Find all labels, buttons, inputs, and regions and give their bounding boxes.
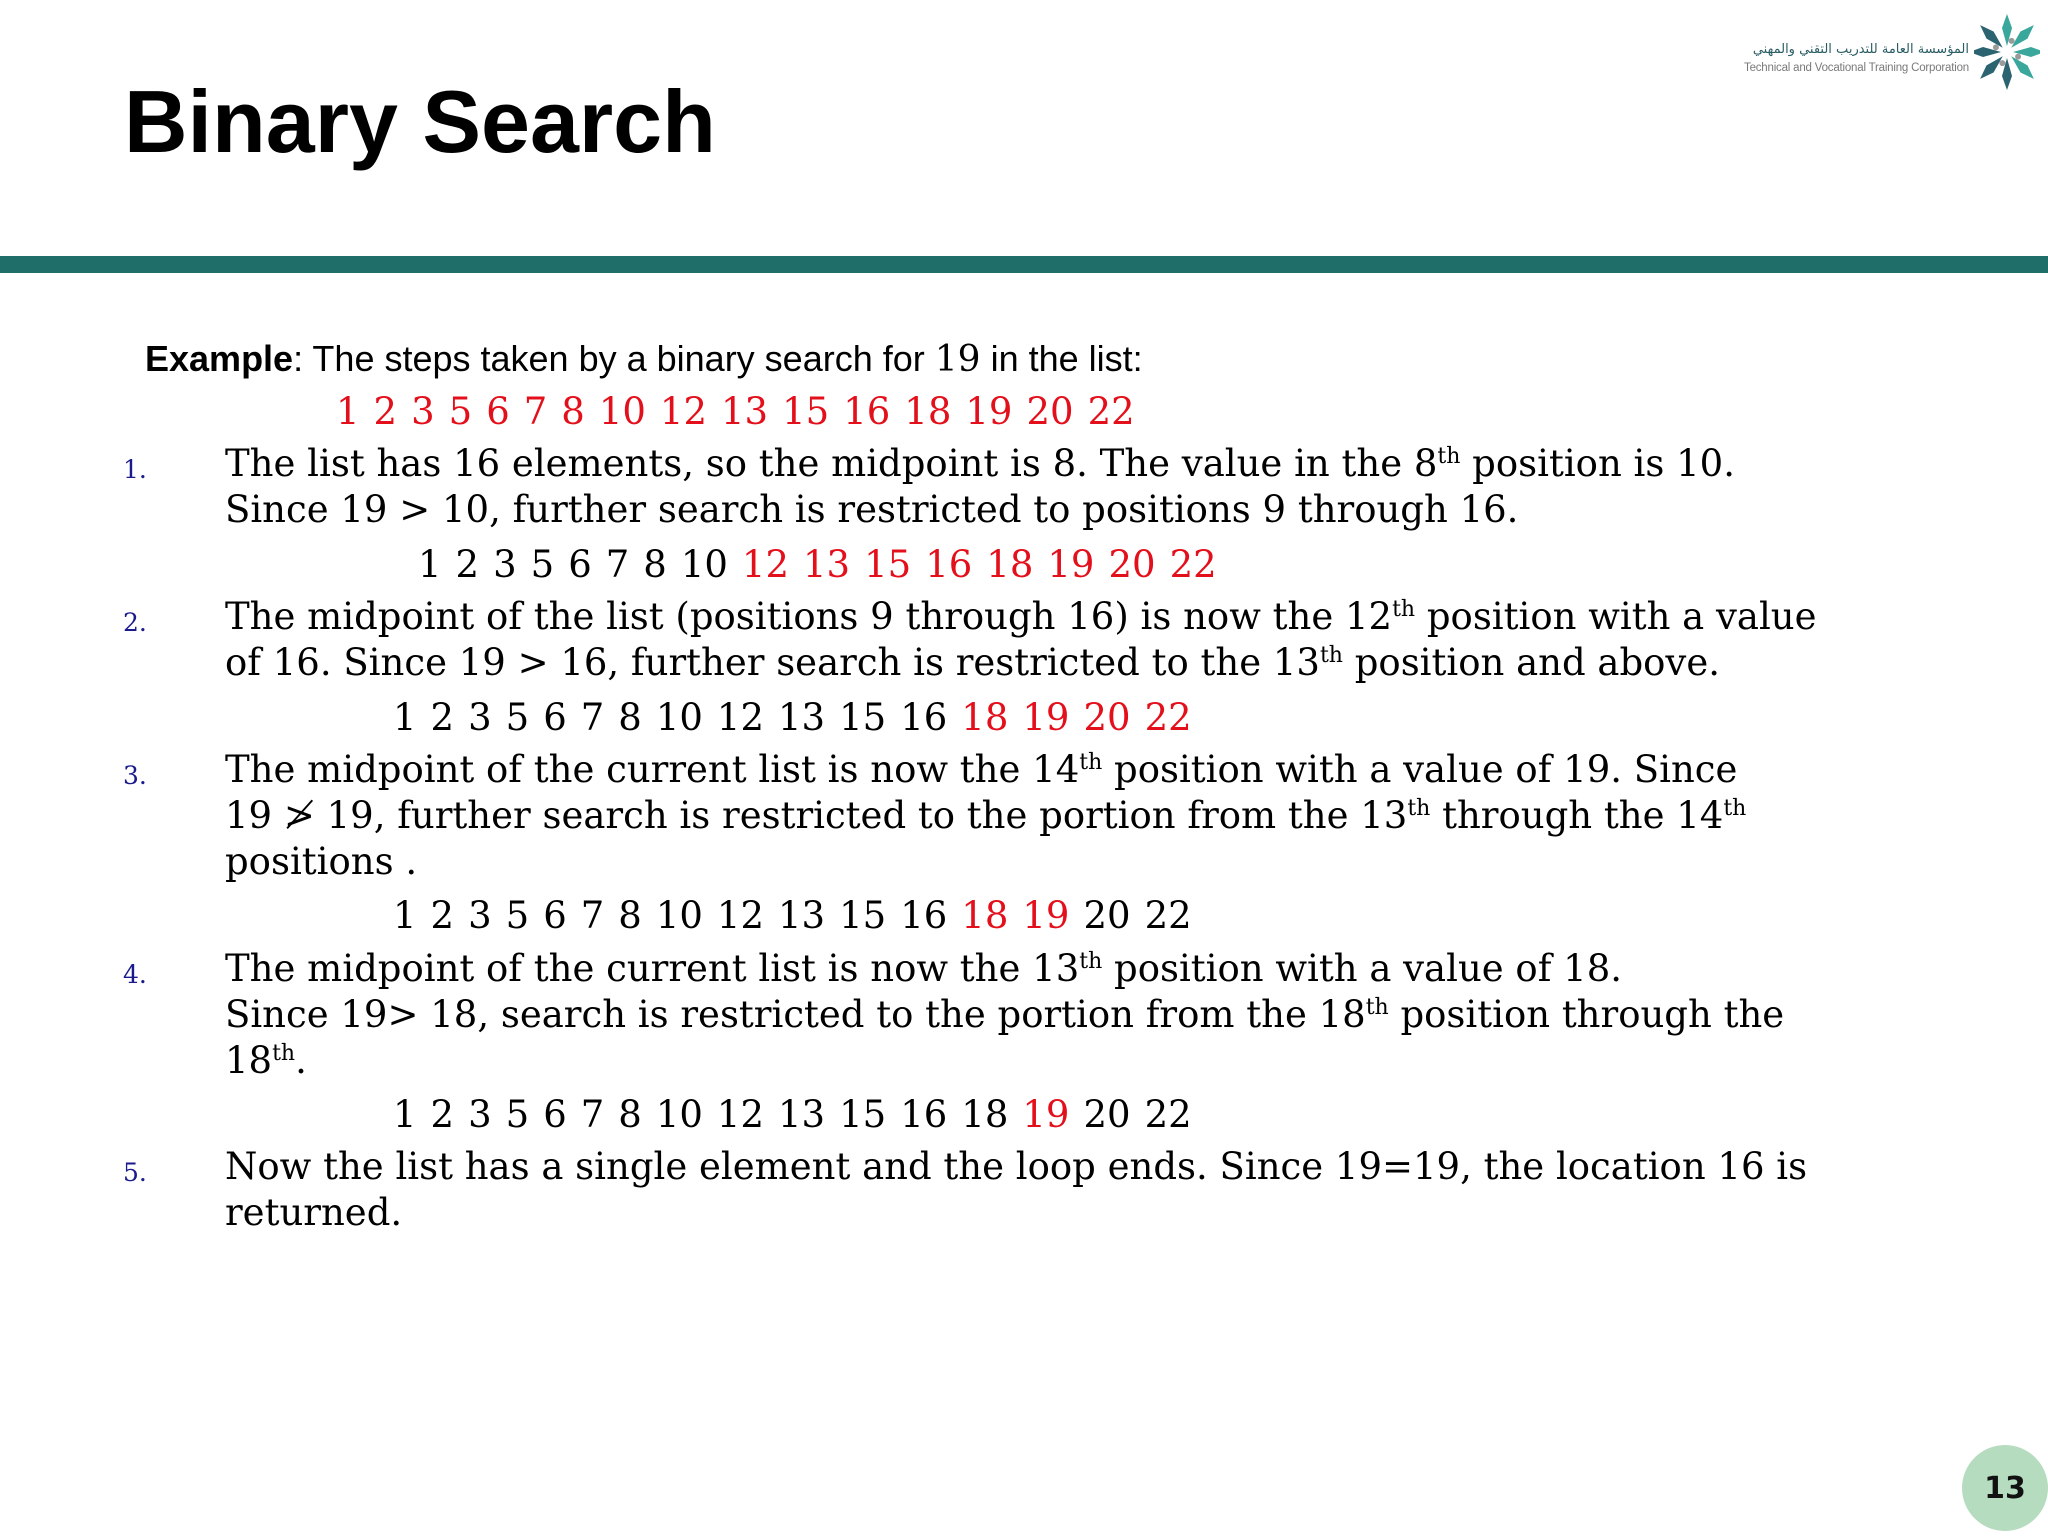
step-text: 19 (225, 794, 284, 837)
number-list (393, 1093, 1206, 1136)
list-number: 8 (618, 1093, 642, 1136)
highlighted-number: 15 (864, 543, 912, 586)
list-number: 15 (839, 696, 887, 739)
ordinal-suffix: th (1079, 750, 1103, 775)
highlighted-number: 19 (965, 390, 1013, 433)
list-number: 3 (468, 1093, 492, 1136)
highlighted-number: 22 (1087, 390, 1135, 433)
step-text: position with a value of 19. Since (1102, 748, 1738, 791)
list-number: 16 (900, 696, 948, 739)
step-text: position is 10. (1460, 442, 1735, 485)
list-number: 18 (961, 1093, 1009, 1136)
list-number: 5 (505, 696, 530, 739)
step-marker: 5. (123, 1158, 147, 1187)
list-number: 6 (568, 543, 592, 586)
list-number: 13 (778, 894, 826, 937)
list-number: 16 (900, 1093, 948, 1136)
highlighted-number: 19 (1022, 894, 1070, 937)
step-line (225, 840, 417, 883)
highlighted-number: 13 (721, 390, 769, 433)
highlighted-number: 22 (1169, 543, 1217, 586)
example-intro (145, 338, 1143, 380)
list-number: 12 (716, 696, 765, 739)
title-divider (0, 256, 2048, 273)
step-text: Since 19> 18, search is restricted to the portion from the 18 (225, 993, 1366, 1036)
list-number: 6 (543, 696, 567, 739)
ordinal-suffix: th (1392, 597, 1416, 622)
step-text: The midpoint of the list (positions 9 through 16) is now the 12 (225, 595, 1393, 638)
step-text: The midpoint of the current list is now the 14 (225, 748, 1080, 791)
highlighted-number: 19 (1022, 696, 1070, 739)
list-number: 3 (493, 543, 517, 586)
list-number: 10 (655, 1093, 703, 1136)
logo-arabic-text: المؤسسة العامة للتدريب التقني والمهني (1752, 42, 1969, 57)
list-number: 8 (643, 543, 667, 586)
step-text: 18 (225, 1039, 273, 1082)
list-number: 3 (468, 894, 492, 937)
list-number: 16 (900, 894, 948, 937)
step-line (225, 794, 1746, 837)
step-text: positions . (225, 840, 418, 883)
list-number: 2 (455, 543, 480, 586)
list-number: 12 (716, 1093, 765, 1136)
list-number: 2 (430, 894, 455, 937)
step-text: position through the (1388, 993, 1785, 1036)
number-list (336, 390, 1149, 433)
list-number: 6 (543, 894, 567, 937)
ordinal-suffix: th (1723, 796, 1747, 821)
step-line (225, 641, 1720, 684)
highlighted-number: 19 (1022, 1093, 1070, 1136)
step-marker: 3. (123, 761, 147, 790)
list-number: 22 (1144, 1093, 1192, 1136)
step-line (225, 1039, 307, 1082)
highlighted-number: 18 (986, 543, 1034, 586)
highlighted-number: 1 (336, 390, 360, 433)
ordinal-suffix: th (1319, 643, 1343, 668)
step-line (225, 442, 1735, 485)
list-number: 12 (716, 894, 765, 937)
number-list (393, 894, 1206, 937)
step-marker: 2. (123, 608, 147, 637)
page-number: 13 (1984, 1470, 2026, 1506)
highlighted-number: 20 (1108, 543, 1156, 586)
highlighted-number: 2 (373, 390, 398, 433)
step-text: position with a value of 18. (1102, 947, 1623, 990)
highlighted-number: 7 (523, 390, 548, 433)
highlighted-number: 12 (659, 390, 708, 433)
highlighted-number: 22 (1144, 696, 1192, 739)
highlighted-number: 18 (961, 894, 1009, 937)
step-line (225, 1191, 402, 1234)
step-text: Now the list has a single element and the loop ends. Since 19=19, the location 16 is (225, 1145, 1808, 1188)
step-text: returned. (225, 1191, 403, 1234)
highlighted-number: 16 (925, 543, 973, 586)
ordinal-suffix: th (1079, 949, 1103, 974)
step-marker: 4. (123, 960, 147, 989)
step-line (225, 947, 1622, 990)
highlighted-number: 15 (782, 390, 830, 433)
list-number: 20 (1083, 1093, 1131, 1136)
step-text: Since 19 > 10, further search is restricted to positions 9 through 16. (225, 488, 1519, 531)
highlighted-number: 18 (904, 390, 952, 433)
list-number: 8 (618, 894, 642, 937)
highlighted-number: 18 (961, 696, 1009, 739)
list-number: 5 (530, 543, 555, 586)
list-number: 1 (393, 696, 417, 739)
step-line (225, 1145, 1807, 1188)
step-text: position with a value (1415, 595, 1817, 638)
list-number: 7 (605, 543, 630, 586)
page-number-badge (1962, 1445, 2048, 1531)
number-list (393, 696, 1206, 739)
highlighted-number: 6 (486, 390, 510, 433)
list-number: 7 (580, 696, 605, 739)
not-greater-than-symbol: ≯ (283, 794, 315, 837)
highlighted-number: 12 (741, 543, 790, 586)
list-number: 10 (680, 543, 728, 586)
list-number: 1 (418, 543, 442, 586)
list-number: 3 (468, 696, 492, 739)
step-text: . (295, 1039, 307, 1082)
list-number: 2 (430, 696, 455, 739)
list-number: 8 (618, 696, 642, 739)
highlighted-number: 16 (843, 390, 891, 433)
list-number: 20 (1083, 894, 1131, 937)
list-number: 1 (393, 894, 417, 937)
number-list (418, 543, 1231, 586)
list-number: 6 (543, 1093, 567, 1136)
ordinal-suffix: th (1437, 444, 1461, 469)
list-number: 13 (778, 1093, 826, 1136)
example-label: Example (145, 338, 294, 379)
step-text: The midpoint of the current list is now the 13 (225, 947, 1080, 990)
highlighted-number: 19 (1047, 543, 1095, 586)
step-line (225, 488, 1518, 531)
highlighted-number: 13 (803, 543, 851, 586)
step-line (225, 748, 1737, 791)
step-text: through the 14 (1430, 794, 1724, 837)
step-marker: 1. (123, 455, 147, 484)
list-number: 13 (778, 696, 826, 739)
step-text: of 16. Since 19 > 16, further search is restricted to the 13 (225, 641, 1320, 684)
ordinal-suffix: th (272, 1041, 296, 1066)
tvtc-emblem-icon (1974, 10, 2040, 94)
list-number: 5 (505, 1093, 530, 1136)
step-text: position and above. (1342, 641, 1720, 684)
ordinal-suffix: th (1407, 796, 1431, 821)
slide-title: Binary Search (124, 72, 716, 171)
example-text-before: : The steps taken by a binary search for (293, 338, 935, 379)
list-number: 10 (655, 696, 703, 739)
list-number: 10 (655, 894, 703, 937)
highlighted-number: 5 (448, 390, 473, 433)
list-number: 7 (580, 894, 605, 937)
highlighted-number: 3 (411, 390, 435, 433)
list-number: 5 (505, 894, 530, 937)
example-target: 19 (934, 339, 981, 380)
step-line (225, 595, 1817, 638)
logo-english-text: Technical and Vocational Training Corporation (1744, 62, 1969, 74)
step-text: 19, further search is restricted to the portion from the 13 (314, 794, 1408, 837)
ordinal-suffix: th (1365, 995, 1389, 1020)
list-number: 15 (839, 1093, 887, 1136)
list-number: 22 (1144, 894, 1192, 937)
highlighted-number: 8 (561, 390, 585, 433)
list-number: 2 (430, 1093, 455, 1136)
list-number: 1 (393, 1093, 417, 1136)
highlighted-number: 10 (598, 390, 646, 433)
highlighted-number: 20 (1026, 390, 1074, 433)
step-line (225, 993, 1784, 1036)
example-text-after: in the list: (980, 338, 1143, 379)
list-number: 15 (839, 894, 887, 937)
tvtc-logo (1744, 10, 2044, 94)
list-number: 7 (580, 1093, 605, 1136)
highlighted-number: 20 (1083, 696, 1131, 739)
step-text: The list has 16 elements, so the midpoint is 8. The value in the 8 (225, 442, 1438, 485)
